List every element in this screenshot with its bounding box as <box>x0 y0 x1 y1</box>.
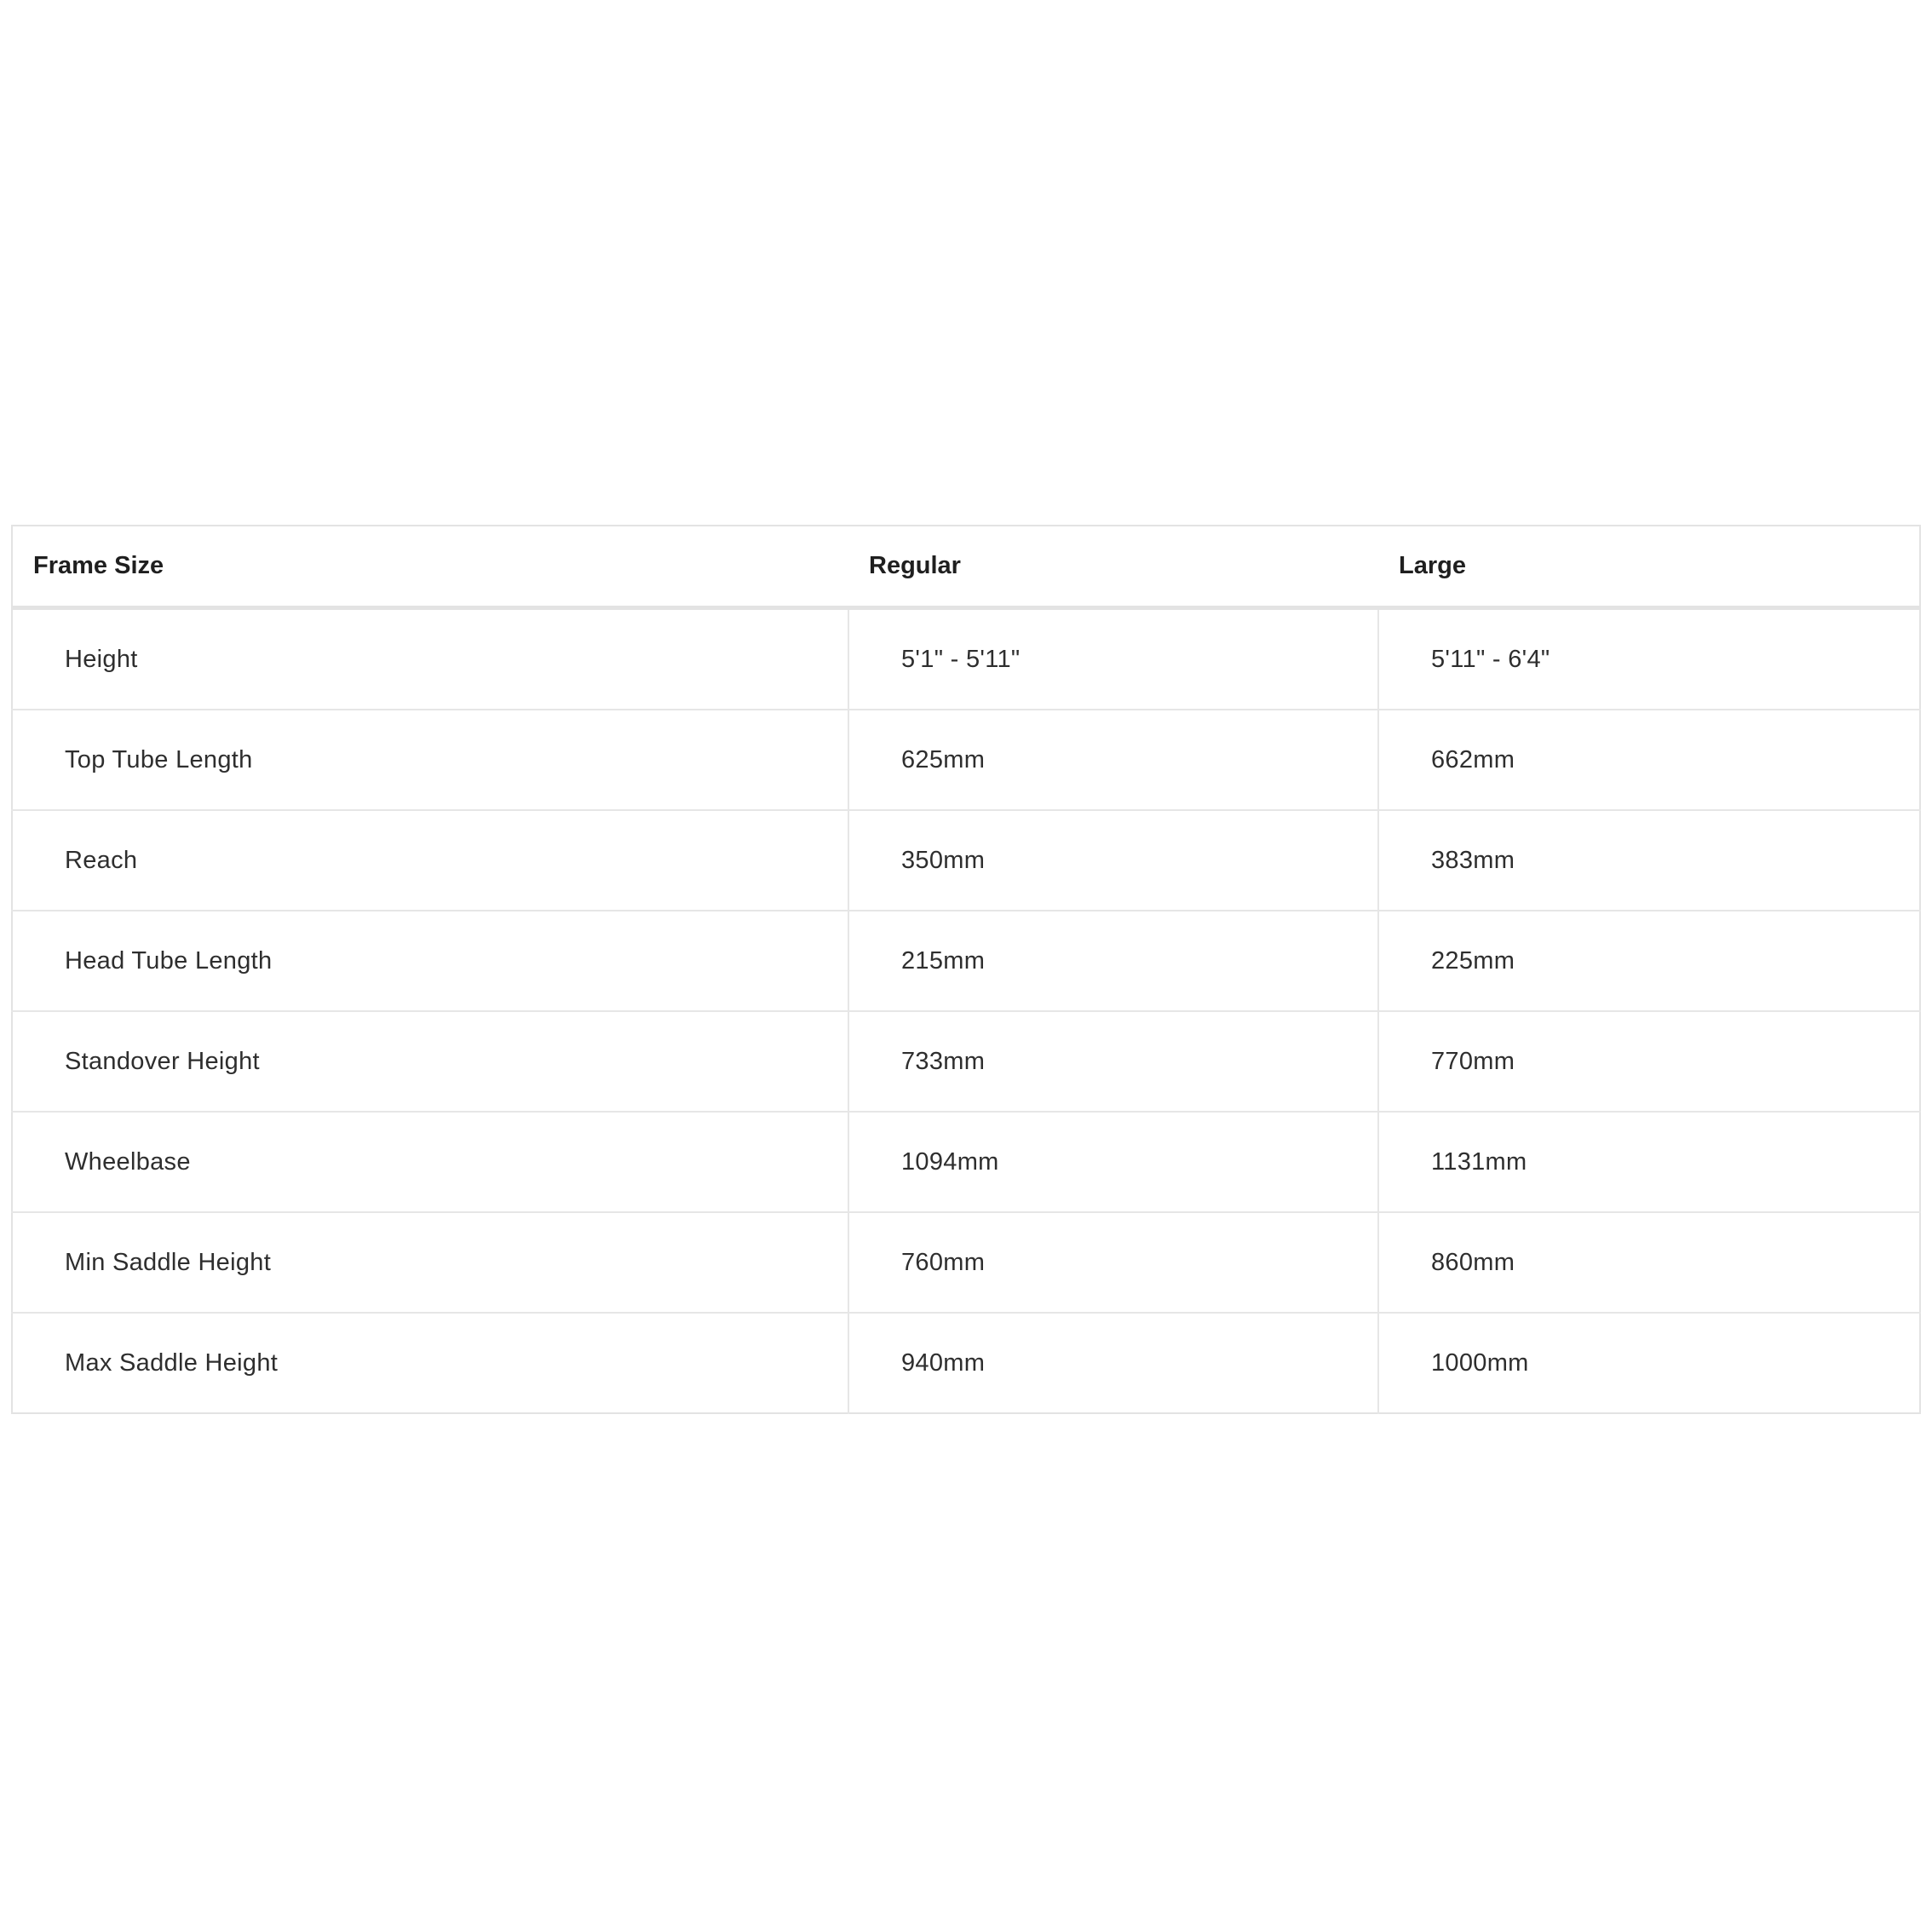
header-large: Large <box>1378 526 1920 608</box>
large-value: 383mm <box>1378 810 1920 911</box>
row-label: Wheelbase <box>12 1112 848 1212</box>
row-label: Height <box>12 608 848 710</box>
row-label: Top Tube Length <box>12 710 848 810</box>
header-row <box>12 526 1920 608</box>
regular-value: 625mm <box>848 710 1378 810</box>
frame-size-table <box>11 525 1921 1414</box>
row-label: Max Saddle Height <box>12 1313 848 1413</box>
regular-value: 940mm <box>848 1313 1378 1413</box>
regular-value: 733mm <box>848 1011 1378 1112</box>
regular-value: 1094mm <box>848 1112 1378 1212</box>
row-label: Standover Height <box>12 1011 848 1112</box>
regular-value: 215mm <box>848 911 1378 1011</box>
table-row <box>12 608 1920 710</box>
large-value: 225mm <box>1378 911 1920 1011</box>
regular-value: 5'1" - 5'11" <box>848 608 1378 710</box>
row-label: Min Saddle Height <box>12 1212 848 1313</box>
table-row <box>12 710 1920 810</box>
large-value: 770mm <box>1378 1011 1920 1112</box>
header-regular: Regular <box>848 526 1378 608</box>
table-row <box>12 1011 1920 1112</box>
table-body <box>12 608 1920 1414</box>
large-value: 1131mm <box>1378 1112 1920 1212</box>
large-value: 860mm <box>1378 1212 1920 1313</box>
row-label: Reach <box>12 810 848 911</box>
table-row <box>12 1112 1920 1212</box>
large-value: 1000mm <box>1431 1348 1529 1377</box>
header-frame-size: Frame Size <box>12 526 848 608</box>
table-row <box>12 810 1920 911</box>
large-value: 5'11" - 6'4" <box>1378 608 1920 710</box>
large-value: 662mm <box>1378 710 1920 810</box>
table-row <box>12 1212 1920 1313</box>
table-header <box>12 526 1920 608</box>
table-row <box>12 1313 1920 1413</box>
row-label: Head Tube Length <box>12 911 848 1011</box>
regular-value: 350mm <box>848 810 1378 911</box>
table-row <box>12 911 1920 1011</box>
regular-value: 760mm <box>848 1212 1378 1313</box>
